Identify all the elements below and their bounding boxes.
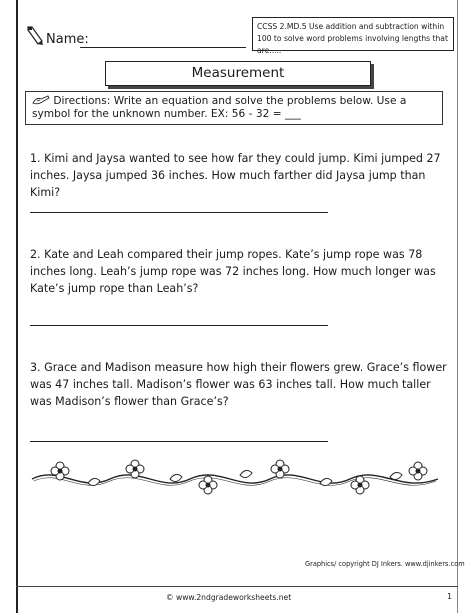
- graphics-credit: Graphics/ copyright DJ Inkers. www.djinkers.com: [305, 560, 465, 568]
- problem-2: 2. Kate and Leah compared their jump ropes. Kate’s jump rope was 78 inches long. Leah’s jump rope was 72 inches long. How much longer was Kate’s jump rope than Leah’s?: [30, 248, 436, 295]
- flower-vine-border: [30, 455, 440, 500]
- answer-line-3[interactable]: [30, 441, 328, 442]
- page-title: Measurement: [105, 61, 371, 86]
- pencil-icon: [24, 24, 46, 46]
- left-margin-line: [16, 0, 18, 613]
- footer-site: © www.2ndgradeworksheets.net: [166, 593, 292, 602]
- directions-text: Write an equation and solve the problems below. Use a symbol for the unknown number. EX: 56 - 32 = ___: [32, 95, 407, 120]
- answer-line-1[interactable]: [30, 212, 328, 213]
- bottom-rule: [16, 586, 458, 587]
- standard-box: CCSS 2.MD.5 Use addition and subtraction within 100 to solve word problems involving lengths that are.....: [252, 17, 454, 51]
- problem-3: 3. Grace and Madison measure how high their flowers grew. Grace’s flower was 47 inches tall. Madison’s flower was 63 inches tall. How much taller was Madison’s flower than Grace’s?: [30, 361, 447, 408]
- name-label: Name:: [46, 32, 89, 47]
- directions-box: [25, 91, 443, 125]
- pencil-hand-icon: [32, 95, 50, 105]
- directions-label: Directions:: [53, 95, 111, 107]
- right-margin-line: [457, 0, 458, 613]
- answer-line-2[interactable]: [30, 325, 328, 326]
- problem-1: 1. Kimi and Jaysa wanted to see how far they could jump. Kimi jumped 27 inches. Jaysa jumped 36 inches. How much farther did Jaysa jump than Kimi?: [30, 152, 441, 199]
- name-line: [80, 47, 246, 48]
- page-number: 1: [447, 592, 453, 601]
